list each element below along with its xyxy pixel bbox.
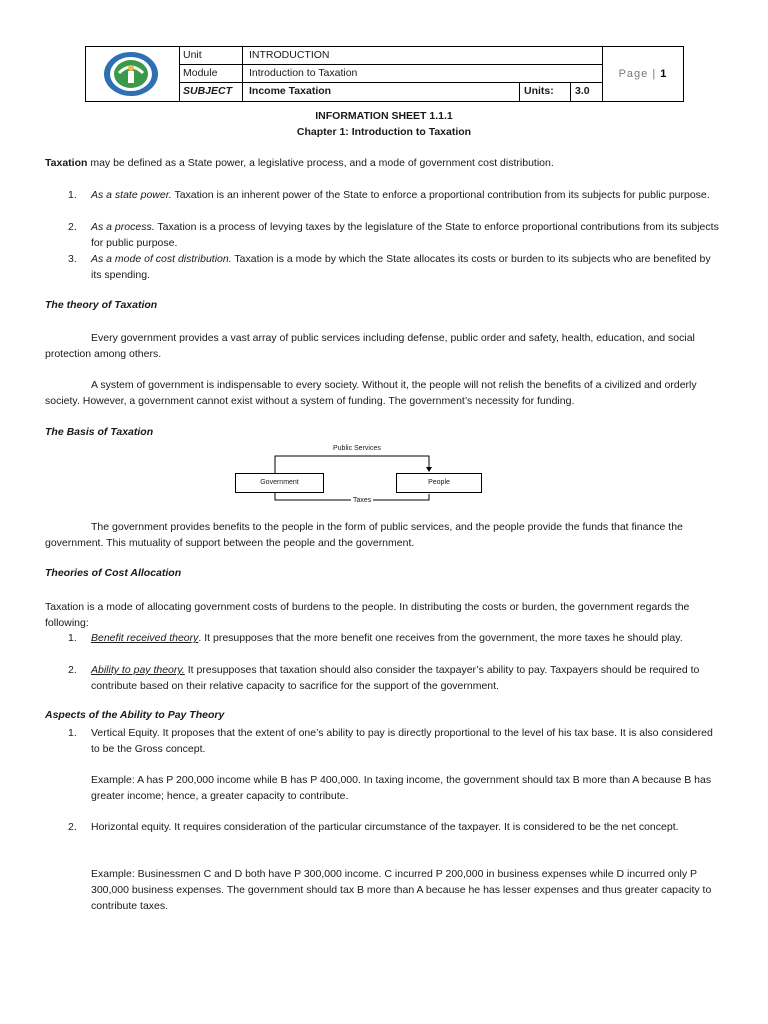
subject-value: Income Taxation xyxy=(249,85,332,97)
page-separator: | xyxy=(652,68,657,80)
list-number: 3. xyxy=(68,253,77,265)
definition-text: Taxation is an inherent power of the State to enforce a proportional contribution from its subjects for public purpose. xyxy=(171,189,710,201)
cost-theory-text: It presupposes that taxation should also consider the taxpayer’s ability to pay. Taxpayers should be required to contribute based on their relative capacity to sacrifice for the support of the government. xyxy=(91,664,700,692)
chapter-title: Chapter 1: Introduction to Taxation xyxy=(296,126,472,138)
unit-label: Unit xyxy=(179,47,243,64)
units-label: Units: xyxy=(519,83,571,101)
list-number: 1. xyxy=(68,727,77,739)
cost-theory-text: . It presupposes that the more benefit one receives from the government, the more taxes he should play. xyxy=(198,632,683,644)
units-value: 3.0 xyxy=(575,85,590,97)
school-seal-logo xyxy=(103,51,159,97)
theory-paragraph-2: A system of government is indispensable to every society. Without it, the people will not relish the benefits of a civilized and orderly society. However, a government cannot exist without a system of funding. The government’s necessity for funding. xyxy=(45,379,697,407)
cost-theory-term: Ability to pay theory. xyxy=(91,664,185,676)
subject-label: SUBJECT xyxy=(179,83,243,101)
page-number-cell xyxy=(602,47,683,101)
list-number: 1. xyxy=(68,632,77,644)
list-number: 1. xyxy=(68,189,77,201)
definition-term: As a state power. xyxy=(91,189,172,201)
header-row-unit xyxy=(179,47,602,65)
basis-diagram xyxy=(233,440,493,510)
aspect-text: Vertical Equity. It proposes that the extent of one’s ability to pay is directly proportional to the level of his tax base. It is also considered to be the Gross concept. xyxy=(91,727,713,755)
aspect-example: Example: Businessmen C and D both have P 300,000 income. C incurred P 200,000 in business expenses while D incurred only P 300,000 business expenses. The government should tax B more than A because he has lesser expenses and thus greater capacity to contribute taxes. xyxy=(91,868,712,912)
people-box: People xyxy=(396,473,482,493)
header-row-subject xyxy=(179,83,602,101)
definition-term: As a process. xyxy=(91,221,155,233)
cost-allocation-heading: Theories of Cost Allocation xyxy=(45,567,182,579)
definition-text: Taxation is a process of levying taxes by the legislature of the State to enforce proportional contributions from its subjects for public purpose. xyxy=(91,221,719,249)
list-number: 2. xyxy=(68,221,77,233)
diagram-top-label: Public Services xyxy=(333,445,381,452)
page-number: 1 xyxy=(660,68,668,80)
aspect-example: Example: A has P 200,000 income while B has P 400,000. In taxing income, the government should tax B more than A because B has greater income; hence, a greater capacity to contribute. xyxy=(91,774,712,802)
theory-heading: The theory of Taxation xyxy=(45,299,158,311)
module-value: Introduction to Taxation xyxy=(249,67,358,79)
diagram-bottom-label: Taxes xyxy=(353,497,372,504)
list-number: 2. xyxy=(68,821,77,833)
basis-heading: The Basis of Taxation xyxy=(45,426,154,438)
unit-value: INTRODUCTION xyxy=(249,49,330,61)
logo-cell xyxy=(86,47,180,101)
government-box: Government xyxy=(235,473,324,493)
cost-theory-term: Benefit received theory xyxy=(91,632,199,644)
page-label: Page xyxy=(618,68,649,80)
header-row-module xyxy=(179,65,602,83)
intro-paragraph xyxy=(45,155,725,171)
intro-rest: may be defined as a State power, a legislative process, and a mode of government cost distribution. xyxy=(87,157,554,169)
definition-text: Taxation is a mode by which the State allocates its costs or burden to its subjects who are benefited by its spending. xyxy=(91,253,711,281)
intro-bold: Taxation xyxy=(45,157,88,169)
basis-paragraph: The government provides benefits to the people in the form of public services, and the people provide the funds that finance the government. This mutuality of support between the people and the government. xyxy=(45,521,683,549)
aspect-text: Horizontal equity. It requires consideration of the particular circumstance of the taxpayer. It is considered to be the net concept. xyxy=(91,821,679,833)
sheet-title: INFORMATION SHEET 1.1.1 xyxy=(315,110,453,122)
header-table xyxy=(85,46,684,102)
module-label: Module xyxy=(179,65,243,82)
definition-term: As a mode of cost distribution. xyxy=(91,253,232,265)
theory-paragraph-1: Every government provides a vast array of public services including defense, public order and safety, health, education, and social protection among others. xyxy=(45,332,695,360)
cost-allocation-intro: Taxation is a mode of allocating government costs of burdens to the people. In distributing the costs or burden, the government regards the following: xyxy=(45,601,690,629)
aspects-heading: Aspects of the Ability to Pay Theory xyxy=(45,709,225,721)
list-number: 2. xyxy=(68,664,77,676)
